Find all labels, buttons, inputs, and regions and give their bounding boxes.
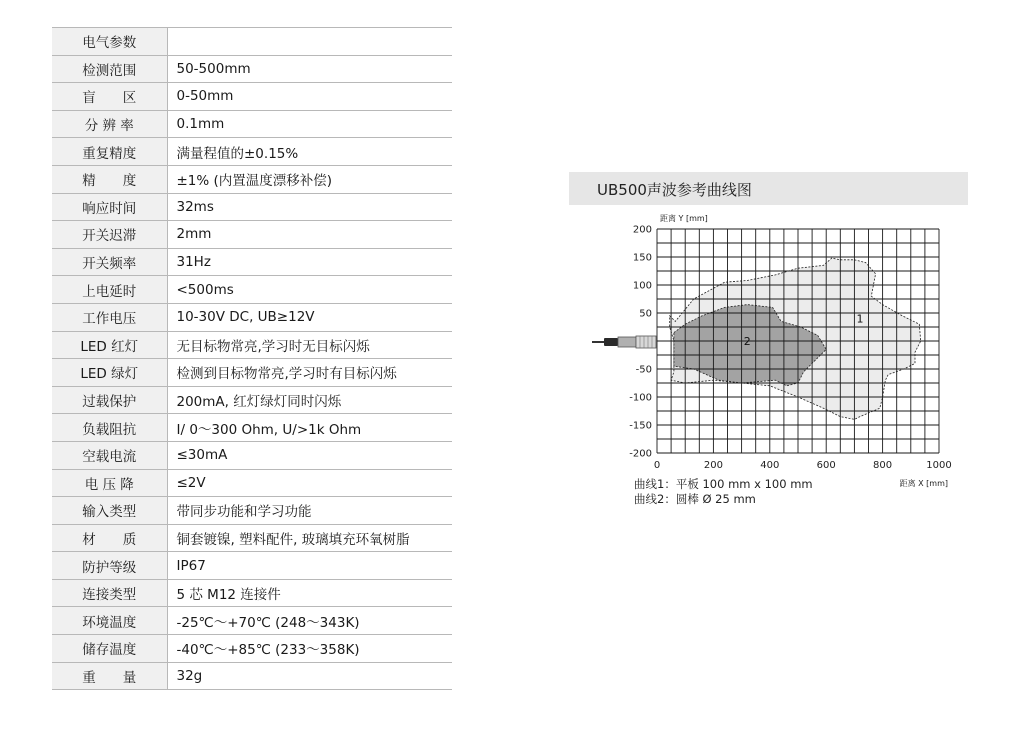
curve-note-2: 曲线2：圆棒 Ø 25 mm [634,492,756,506]
spec-row [52,579,452,607]
spec-label: 重 量 [52,662,167,690]
y-tick-label: -150 [629,420,652,432]
spec-row [52,441,452,469]
spec-label: 开关频率 [52,248,167,276]
spec-label: 空载电流 [52,441,167,469]
spec-value: 带同步功能和学习功能 [167,497,452,525]
spec-row [52,221,452,249]
spec-value: 50-500mm [167,55,452,83]
spec-value: 2mm [167,221,452,249]
spec-label: 负载阻抗 [52,414,167,442]
spec-row [52,359,452,387]
spec-value: 铜套镀镍, 塑料配件, 玻璃填充环氧树脂 [167,524,452,552]
y-tick-label: -100 [629,392,652,404]
spec-label: 上电延时 [52,276,167,304]
series-label: 1 [856,312,864,326]
spec-label: 检测范围 [52,55,167,83]
spec-label: 电 压 降 [52,469,167,497]
spec-value: I/ 0～300 Ohm, U/>1k Ohm [167,414,452,442]
spec-value: 0-50mm [167,83,452,111]
spec-label: 盲 区 [52,83,167,111]
spec-label: 防护等级 [52,552,167,580]
spec-value: ±1% (内置温度漂移补偿) [167,165,452,193]
spec-value: -40℃～+85℃ (233～358K) [167,635,452,663]
spec-row [52,55,452,83]
y-tick-label: 50 [639,308,652,320]
x-axis-label: 距离 X [mm] [899,479,948,488]
spec-label: 开关迟滞 [52,221,167,249]
spec-table [52,27,452,690]
x-tick-label: 1000 [926,460,952,471]
spec-row [52,635,452,663]
series-label: 2 [743,335,751,348]
spec-value: IP67 [167,552,452,580]
y-tick-label: -50 [635,364,652,376]
x-tick-label: 800 [873,460,893,471]
spec-table-body [52,28,452,690]
spec-row [52,276,452,304]
curve-title: UB500声波参考曲线图 [597,181,752,199]
spec-row [52,552,452,580]
spec-label: 响应时间 [52,193,167,221]
spec-label: 连接类型 [52,579,167,607]
spec-row [52,110,452,138]
spec-label: 分 辨 率 [52,110,167,138]
spec-value: 10-30V DC, UB≥12V [167,303,452,331]
spec-row [52,303,452,331]
spec-row [52,331,452,359]
y-tick-label: 150 [632,252,652,264]
spec-row [52,165,452,193]
spec-row [52,414,452,442]
spec-value: 满量程值的±0.15% [167,138,452,166]
spec-row [52,662,452,690]
spec-value: 0.1mm [167,110,452,138]
spec-value: ≤2V [167,469,452,497]
curve-note-1: 曲线1：平板 100 mm x 100 mm [634,477,813,491]
spec-value: 5 芯 M12 连接件 [167,579,452,607]
y-tick-label: 200 [632,224,652,236]
spec-row [52,28,452,56]
spec-value [167,28,452,56]
spec-label: LED 红灯 [52,331,167,359]
y-tick-label: 100 [632,280,652,292]
spec-row [52,497,452,525]
x-tick-label: 600 [816,460,836,471]
spec-value: <500ms [167,276,452,304]
spec-row [52,607,452,635]
x-tick-label: 0 [653,460,661,471]
y-tick-label: -200 [629,448,652,460]
spec-label: 过载保护 [52,386,167,414]
spec-row [52,386,452,414]
sonic-curve-chart [590,210,970,510]
spec-label: 精 度 [52,165,167,193]
spec-row [52,469,452,497]
spec-label: LED 绿灯 [52,359,167,387]
chart-grid [657,229,939,453]
spec-label: 输入类型 [52,497,167,525]
spec-value: 32ms [167,193,452,221]
y-axis-label: 距离 Y [mm] [660,214,708,223]
spec-value: 32g [167,662,452,690]
spec-label: 重复精度 [52,138,167,166]
x-tick-label: 200 [703,460,723,471]
spec-label: 电气参数 [52,28,167,56]
spec-value: -25℃～+70℃ (248～343K) [167,607,452,635]
spec-value: ≤30mA [167,441,452,469]
spec-row [52,83,452,111]
spec-value: 200mA, 红灯绿灯同时闪烁 [167,386,452,414]
x-tick-label: 400 [760,460,780,471]
spec-value: 31Hz [167,248,452,276]
spec-value: 无目标物常亮,学习时无目标闪烁 [167,331,452,359]
spec-label: 环境温度 [52,607,167,635]
curve-title-bar [569,172,968,205]
spec-row [52,524,452,552]
spec-label: 储存温度 [52,635,167,663]
spec-label: 工作电压 [52,303,167,331]
spec-row [52,193,452,221]
spec-row [52,248,452,276]
spec-row [52,138,452,166]
sensor-icon [592,336,656,348]
spec-label: 材 质 [52,524,167,552]
spec-value: 检测到目标物常亮,学习时有目标闪烁 [167,359,452,387]
